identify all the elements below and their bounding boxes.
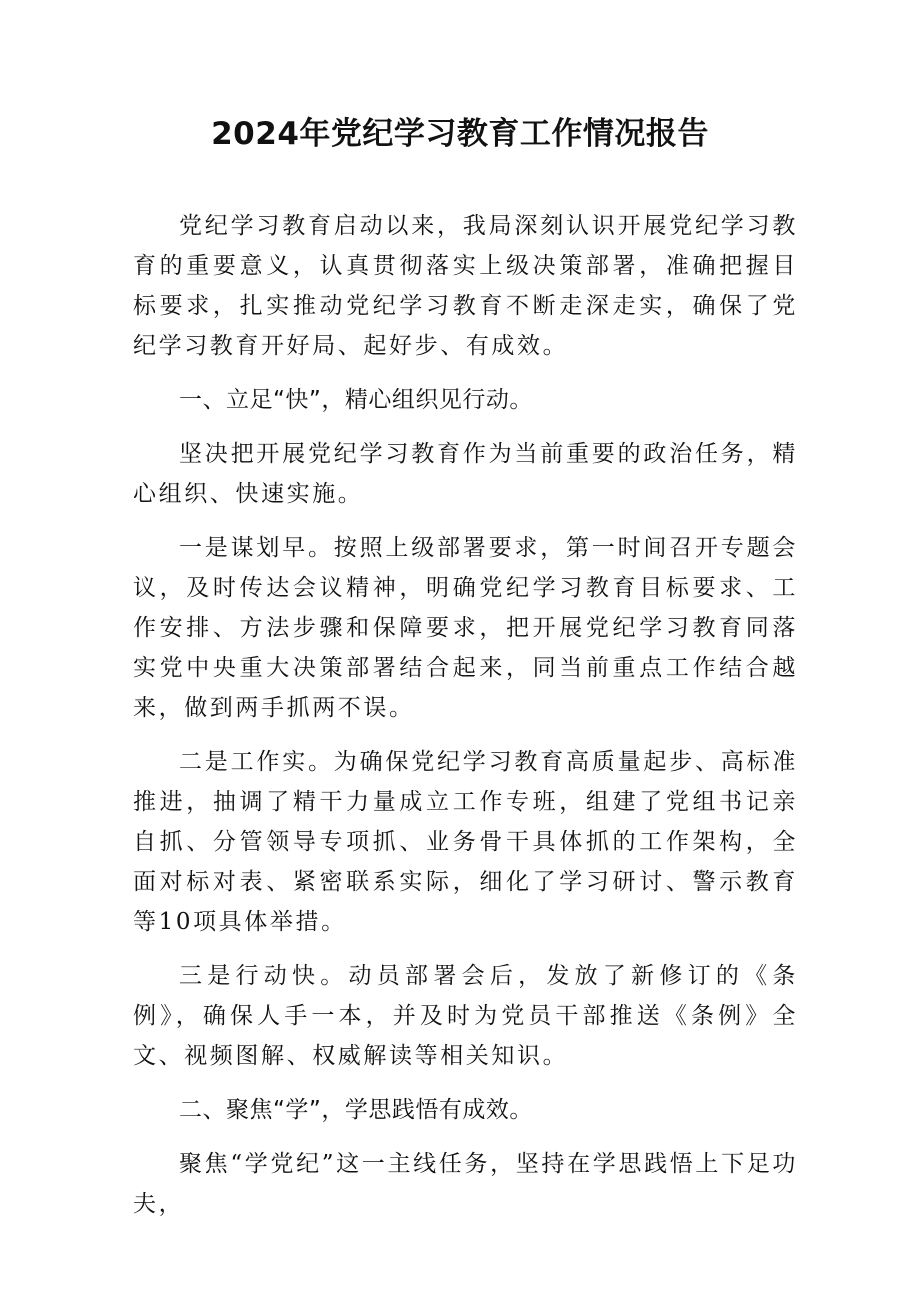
document-title: 2024年党纪学习教育工作情况报告 — [211, 116, 709, 152]
section-2-intro-paragraph: 聚焦“学党纪”这一主线任务，坚持在学思践悟上下足功夫， — [133, 1151, 798, 1217]
section-1-item-1-paragraph: 一是谋划早。按照上级部署要求，第一时间召开专题会议，及时传达会议精神，明确党纪学习教育目标要求、工作安排、方法步骤和保障要求，把开展党纪学习教育同落实党中央重大决策部署结合起来，同当前重点工作结合越来，做到两手抓两不误。 — [133, 535, 798, 721]
section-heading-1: 一、立足“快”，精心组织见行动。 — [179, 387, 533, 413]
section-1-item-3-paragraph: 三是行动快。动员部署会后，发放了新修订的《条例》，确保人手一本，并及时为党员干部推送《条例》全文、视频图解、权威解读等相关知识。 — [133, 963, 798, 1069]
document-body — [133, 206, 798, 1224]
section-heading-2: 二、聚焦“学”，学思践悟有成效。 — [179, 1097, 533, 1123]
intro-paragraph: 党纪学习教育启动以来，我局深刻认识开展党纪学习教育的重要意义，认真贯彻落实上级决策部署，准确把握目标要求，扎实推动党纪学习教育不断走深走实，确保了党纪学习教育开好局、起好步、有成效。 — [133, 213, 798, 359]
section-1-intro-paragraph: 坚决把开展党纪学习教育作为当前重要的政治任务，精心组织、快速实施。 — [133, 441, 798, 507]
section-1-item-2-paragraph: 二是工作实。为确保党纪学习教育高质量起步、高标准推进，抽调了精干力量成立工作专班，组建了党组书记亲自抓、分管领导专项抓、业务骨干具体抓的工作架构，全面对标对表、紧密联系实际，细化了学习研讨、警示教育等10项具体举措。 — [133, 749, 798, 935]
